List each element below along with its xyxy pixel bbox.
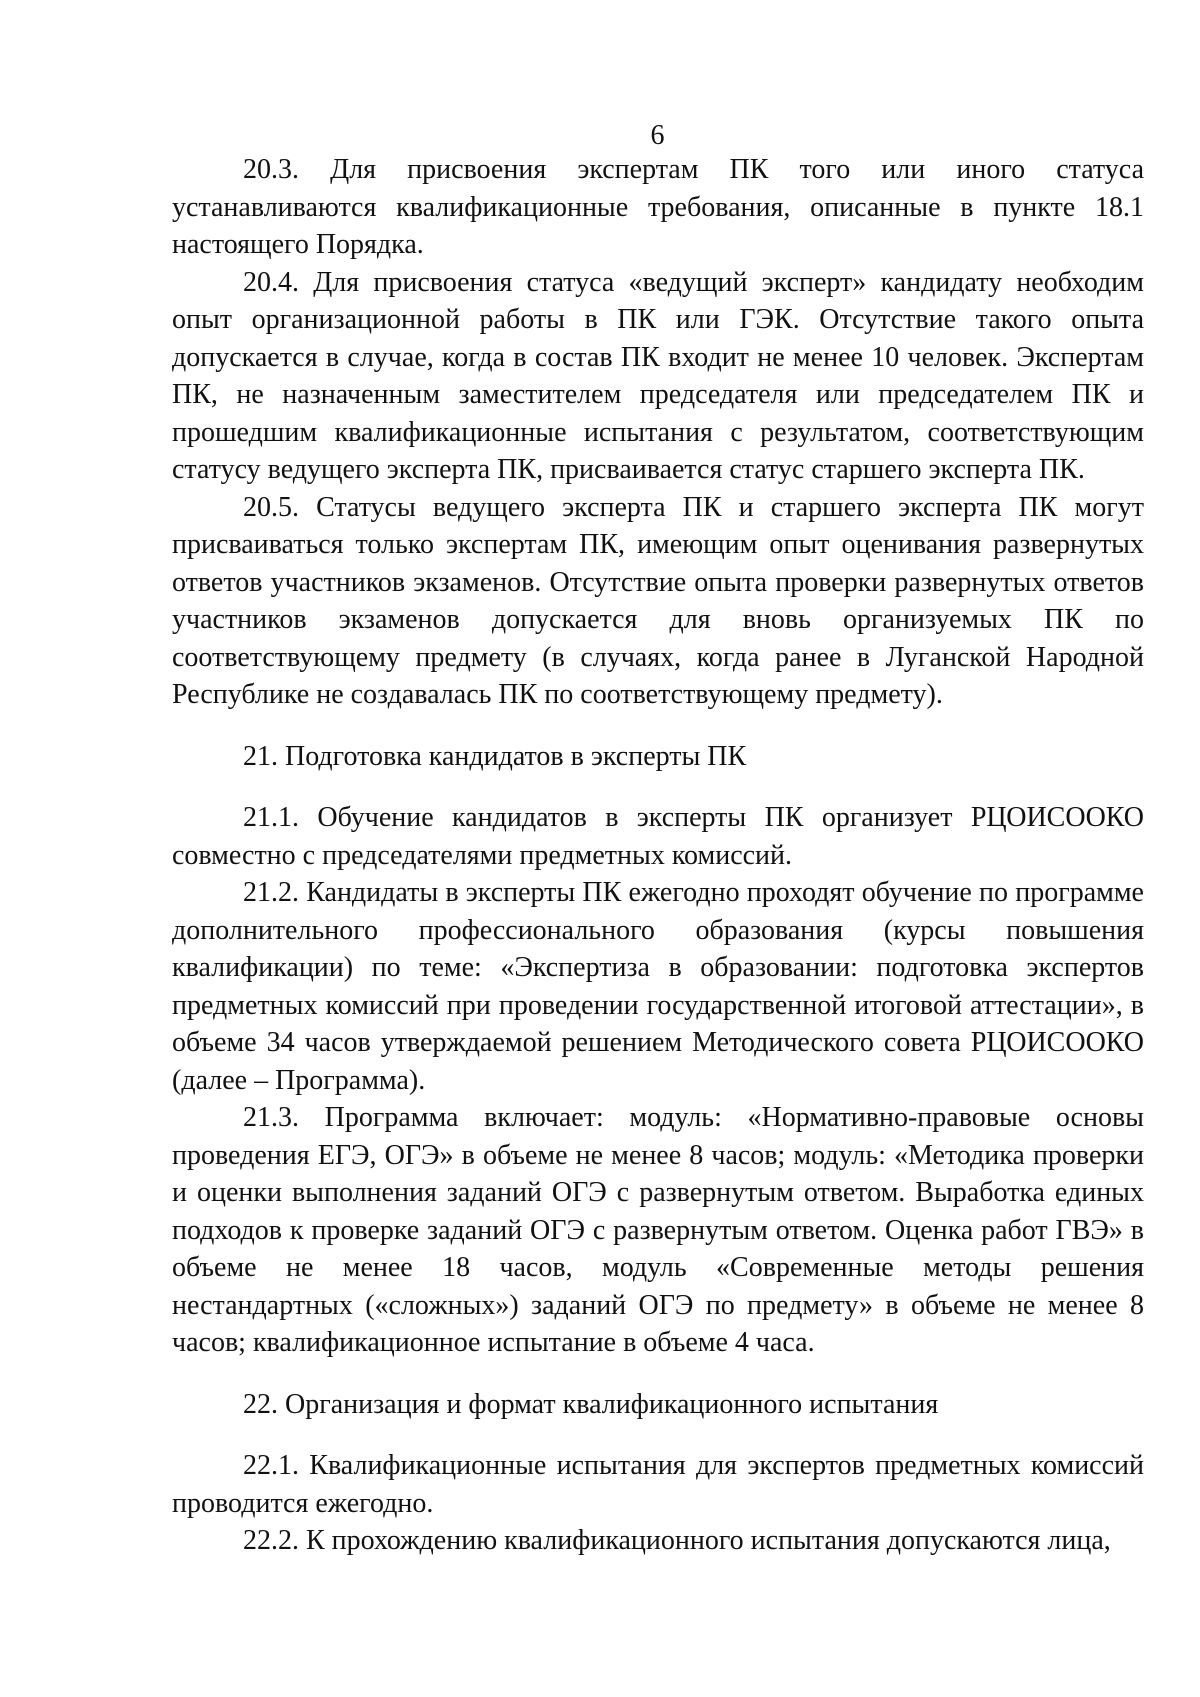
section-heading-22: 22. Организация и формат квалификационного испытания (243, 1388, 939, 1420)
spacer (172, 714, 1144, 738)
paragraph-22-1: 22.1. Квалификационные испытания для экспертов предметных комиссий проводится ежегодно. (172, 1450, 1144, 1519)
paragraph-21-1: 21.1. Обучение кандидатов в эксперты ПК организует РЦОИСООКО совместно с председателями предметных комиссий. (172, 802, 1144, 871)
paragraph-22-2: 22.2. К прохождению квалификационного испытания допускаются лица, (243, 1525, 1111, 1556)
paragraph-20-3: 20.3. Для присвоения экспертам ПК того или иного статуса устанавливаются квалификационные требования, описанные в пункте 18.1 настоящего Порядка. (172, 154, 1144, 260)
page-number: 6 (650, 120, 665, 151)
section-heading-21: 21. Подготовка кандидатов в эксперты ПК (243, 740, 747, 772)
paragraph-21-2: 21.2. Кандидаты в эксперты ПК ежегодно проходят обучение по программе дополнительного профессионального образования (курсы повышения квалификации) по теме: «Экспертиза в образовании: подготовка экспертов предметных комиссий при проведении государственной итоговой аттестации», в объеме 34 часов утверждаемой решением Методического совета РЦОИСООКО (далее – Программа). (172, 877, 1144, 1096)
paragraph-20-4: 20.4. Для присвоения статуса «ведущий эксперт» кандидату необходим опыт организационной работы в ПК или ГЭК. Отсутствие такого опыта допускается в случае, когда в состав ПК входит не менее 10 человек. Экспертам ПК, не назначенным заместителем председателя или председателем ПК и прошедшим квалификационные испытания с результатом, соответствующим статусу ведущего эксперта ПК, присваивается статус старшего эксперта ПК. (172, 266, 1144, 485)
spacer (172, 1362, 1144, 1386)
paragraph-20-5: 20.5. Статусы ведущего эксперта ПК и старшего эксперта ПК могут присваиваться только экспертам ПК, имеющим опыт оценивания развернутых ответов участников экзаменов. Отсутствие опыта проверки развернутых ответов участников экзаменов допускается для вновь организуемых ПК по соответствующему предмету (в случаях, когда ранее в Луганской Народной Республике не создавалась ПК по соответствующему предмету). (172, 491, 1144, 710)
paragraph-21-3: 21.3. Программа включает: модуль: «Нормативно-правовые основы проведения ЕГЭ, ОГЭ» в объеме не менее 8 часов; модуль: «Методика проверки и оценки выполнения заданий ОГЭ с развернутым ответом. Выработка единых подходов к проверке заданий ОГЭ с развернутым ответом. Оценка работ ГВЭ» в объеме не менее 18 часов, модуль «Современные методы решения нестандартных («сложных») заданий ОГЭ по предмету» в объеме не менее 8 часов; квалификационное испытание в объеме 4 часа. (172, 1102, 1144, 1358)
document-body (172, 151, 1144, 1560)
spacer (172, 1423, 1144, 1447)
spacer (172, 775, 1144, 799)
